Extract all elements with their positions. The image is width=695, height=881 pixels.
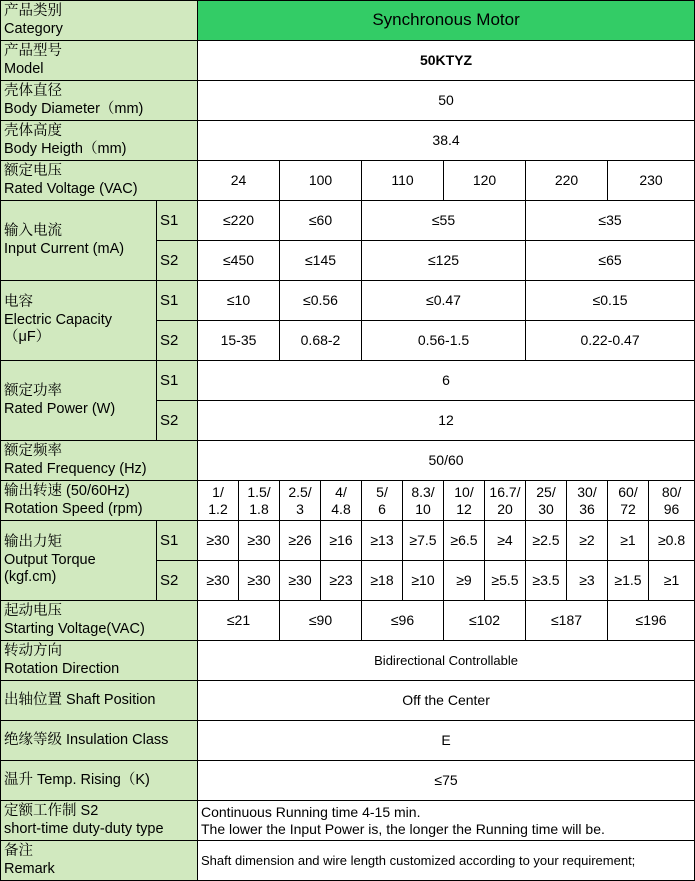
torque-cell: ≥18 <box>362 561 403 601</box>
current-cell: ≤35 <box>526 201 695 241</box>
starting-voltage-cell: ≤96 <box>362 601 444 641</box>
label-rotation-speed: 输出转速 (50/60Hz) Rotation Speed (rpm) <box>1 481 198 521</box>
remark-value: Shaft dimension and wire length customized according to your requirement; <box>198 841 695 881</box>
row-input-current-s1 <box>1 201 695 241</box>
label-shaft-position: 出轴位置 Shaft Position <box>1 681 198 721</box>
shaft-position-value: Off the Center <box>198 681 695 721</box>
row-duty-type <box>1 801 695 841</box>
power-s2-value: 12 <box>198 401 695 441</box>
s1-label: S1 <box>157 361 198 401</box>
s2-label: S2 <box>157 401 198 441</box>
current-cell: ≤450 <box>198 241 280 281</box>
voltage-cell: 220 <box>526 161 608 201</box>
speed-cell: 1/ 1.2 <box>198 481 239 521</box>
row-rotation-direction <box>1 641 695 681</box>
capacity-cell: 0.68-2 <box>280 321 362 361</box>
starting-voltage-cell: ≤90 <box>280 601 362 641</box>
s2-label: S2 <box>157 321 198 361</box>
row-capacity-s1 <box>1 281 695 321</box>
insulation-class-value: E <box>198 721 695 761</box>
s1-label: S1 <box>157 281 198 321</box>
body-height-value: 38.4 <box>198 121 695 161</box>
torque-cell: ≥3.5 <box>526 561 567 601</box>
row-category <box>1 1 695 41</box>
torque-cell: ≥1.5 <box>608 561 649 601</box>
row-rated-voltage <box>1 161 695 201</box>
label-rated-power: 额定功率 Rated Power (W) <box>1 361 157 441</box>
speed-cell: 2.5/ 3 <box>280 481 321 521</box>
starting-voltage-cell: ≤187 <box>526 601 608 641</box>
label-body-diameter: 壳体直径 Body Diameter（mm) <box>1 81 198 121</box>
temp-rising-value: ≤75 <box>198 761 695 801</box>
row-rated-frequency <box>1 441 695 481</box>
label-model: 产品型号 Model <box>1 41 198 81</box>
label-body-height: 壳体高度 Body Heigth（mm) <box>1 121 198 161</box>
starting-voltage-cell: ≤21 <box>198 601 280 641</box>
row-model <box>1 41 695 81</box>
capacity-cell: ≤0.47 <box>362 281 526 321</box>
torque-cell: ≥4 <box>485 521 526 561</box>
starting-voltage-cell: ≤102 <box>444 601 526 641</box>
torque-cell: ≥16 <box>321 521 362 561</box>
label-output-torque: 输出力矩 Output Torque (kgf.cm) <box>1 521 157 601</box>
voltage-cell: 24 <box>198 161 280 201</box>
label-rotation-direction: 转动方向 Rotation Direction <box>1 641 198 681</box>
torque-cell: ≥30 <box>239 521 280 561</box>
rotation-direction-value: Bidirectional Controllable <box>198 641 695 681</box>
label-input-current: 输入电流 Input Current (mA) <box>1 201 157 281</box>
torque-cell: ≥30 <box>198 561 239 601</box>
power-s1-value: 6 <box>198 361 695 401</box>
torque-cell: ≥30 <box>239 561 280 601</box>
voltage-cell: 110 <box>362 161 444 201</box>
row-remark <box>1 841 695 881</box>
torque-cell: ≥30 <box>198 521 239 561</box>
current-cell: ≤55 <box>362 201 526 241</box>
s2-label: S2 <box>157 241 198 281</box>
current-cell: ≤65 <box>526 241 695 281</box>
torque-cell: ≥7.5 <box>403 521 444 561</box>
s1-label: S1 <box>157 521 198 561</box>
s1-label: S1 <box>157 201 198 241</box>
duty-type-value: Continuous Running time 4-15 min. The lower the Input Power is, the longer the Running time will be. <box>198 801 695 841</box>
current-cell: ≤220 <box>198 201 280 241</box>
label-rated-voltage: 额定电压 Rated Voltage (VAC) <box>1 161 198 201</box>
speed-cell: 1.5/ 1.8 <box>239 481 280 521</box>
label-starting-voltage: 起动电压 Starting Voltage(VAC) <box>1 601 198 641</box>
body-diameter-value: 50 <box>198 81 695 121</box>
label-insulation-class: 绝缘等级 Insulation Class <box>1 721 198 761</box>
row-rotation-speed <box>1 481 695 521</box>
torque-cell: ≥5.5 <box>485 561 526 601</box>
torque-cell: ≥3 <box>567 561 608 601</box>
row-shaft-position <box>1 681 695 721</box>
label-remark: 备注 Remark <box>1 841 198 881</box>
torque-cell: ≥26 <box>280 521 321 561</box>
row-body-diameter <box>1 81 695 121</box>
label-category: 产品类别 Category <box>1 1 198 41</box>
torque-cell: ≥0.8 <box>649 521 695 561</box>
torque-cell: ≥1 <box>649 561 695 601</box>
row-torque-s1 <box>1 521 695 561</box>
label-duty-type: 定额工作制 S2 short-time duty-duty type <box>1 801 198 841</box>
torque-cell: ≥2 <box>567 521 608 561</box>
capacity-cell: ≤0.56 <box>280 281 362 321</box>
capacity-cell: ≤0.15 <box>526 281 695 321</box>
torque-cell: ≥30 <box>280 561 321 601</box>
current-cell: ≤60 <box>280 201 362 241</box>
speed-cell: 25/ 30 <box>526 481 567 521</box>
speed-cell: 5/ 6 <box>362 481 403 521</box>
row-power-s1 <box>1 361 695 401</box>
torque-cell: ≥23 <box>321 561 362 601</box>
capacity-cell: 0.56-1.5 <box>362 321 526 361</box>
torque-cell: ≥6.5 <box>444 521 485 561</box>
speed-cell: 16.7/ 20 <box>485 481 526 521</box>
torque-cell: ≥1 <box>608 521 649 561</box>
row-body-height <box>1 121 695 161</box>
torque-cell: ≥10 <box>403 561 444 601</box>
speed-cell: 60/ 72 <box>608 481 649 521</box>
voltage-cell: 230 <box>608 161 695 201</box>
torque-cell: ≥13 <box>362 521 403 561</box>
speed-cell: 80/ 96 <box>649 481 695 521</box>
speed-cell: 30/ 36 <box>567 481 608 521</box>
torque-cell: ≥2.5 <box>526 521 567 561</box>
label-rated-frequency: 额定频率 Rated Frequency (Hz) <box>1 441 198 481</box>
label-electric-capacity: 电容 Electric Capacity （μF） <box>1 281 157 361</box>
torque-cell: ≥9 <box>444 561 485 601</box>
current-cell: ≤125 <box>362 241 526 281</box>
label-temp-rising: 温升 Temp. Rising（K) <box>1 761 198 801</box>
speed-cell: 4/ 4.8 <box>321 481 362 521</box>
category-value: Synchronous Motor <box>198 1 695 41</box>
model-value: 50KTYZ <box>198 41 695 81</box>
voltage-cell: 120 <box>444 161 526 201</box>
capacity-cell: 0.22-0.47 <box>526 321 695 361</box>
frequency-value: 50/60 <box>198 441 695 481</box>
speed-cell: 10/ 12 <box>444 481 485 521</box>
speed-cell: 8.3/ 10 <box>403 481 444 521</box>
row-temp-rising <box>1 761 695 801</box>
voltage-cell: 100 <box>280 161 362 201</box>
starting-voltage-cell: ≤196 <box>608 601 695 641</box>
current-cell: ≤145 <box>280 241 362 281</box>
row-starting-voltage <box>1 601 695 641</box>
row-insulation-class <box>1 721 695 761</box>
s2-label: S2 <box>157 561 198 601</box>
capacity-cell: 15-35 <box>198 321 280 361</box>
capacity-cell: ≤10 <box>198 281 280 321</box>
